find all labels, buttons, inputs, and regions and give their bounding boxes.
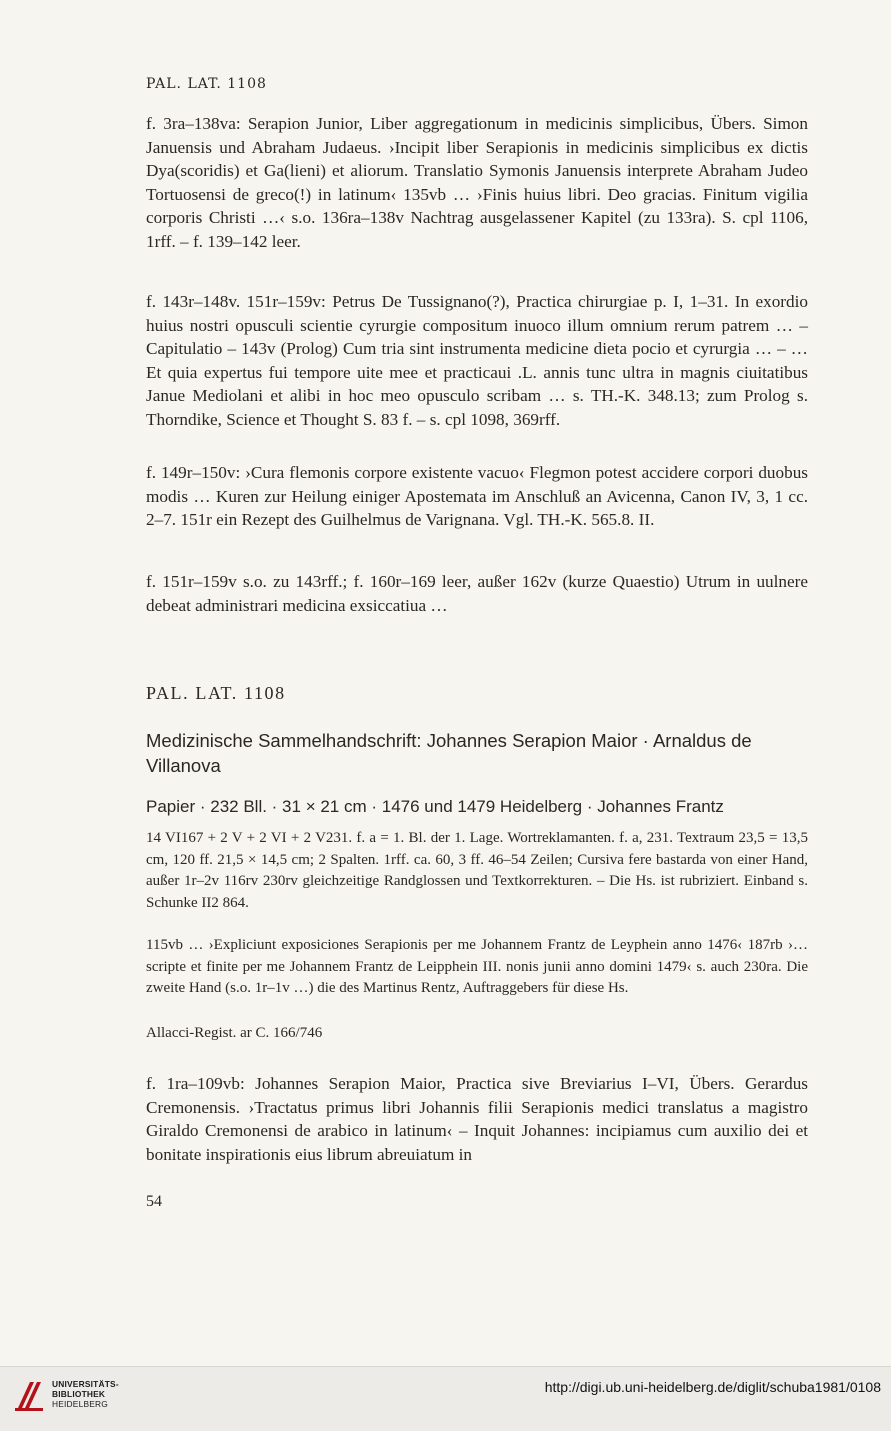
library-logo-icon [12,1377,46,1413]
entry-serapion-junior: f. 3ra–138va: Serapion Junior, Liber aggregationum in medicinis simplicibus, Übers. Simon Januensis und Abraham Judaeus. ›Incipit liber Serapionis in medicinis simplicibus ex dictis Dya(scoridis) et Ga(lieni) et aliorum. Translatio Symonis Januensis interprete Abraham Judeo Tortuosensi de greco(!) in latinum‹ 135vb … ›Finis huius libri. Deo gracias. Finitum vigilia corporis Christi …‹ s.o. 136ra–138v Nachtrag ausgelassener Kapitel (zu 133ra). S. cpl 1106, 1rff. – f. 139–142 leer. [146,114,808,251]
page-number: 54 [146,1193,162,1210]
entry-serapion-maior: f. 1ra–109vb: Johannes Serapion Maior, Practica sive Breviarius I–VI, Übers. Gerardus Cremonensis. ›Tractatus primus libri Johannis filii Serapionis medici translatus a magistro Giraldo Cremonensi de arabico in latinum‹ – Inquit Johannes: incipiamus cum auxilio dei et bonitate inspirationis eius librum abreuiatum in [146,1074,808,1164]
manuscript-title: Medizinische Sammelhandschrift: Johannes Serapion Maior · Arnaldus de Villanova [146,730,752,776]
colophons: 115vb … ›Expliciunt exposiciones Serapionis per me Johannem Frantz de Leyphein anno 1476‹ 187rb ›… scripte et finite per me Johannem Frantz de Leipphein III. nonis junii anno domini 1479‹ s. auch 230ra. Die zweite Hand (s.o. 1r–1v …) die des Martinus Rentz, Auftraggebers für diese Hs. [146,937,808,996]
entry-petrus-de-tussignano: f. 143r–148v. 151r–159v: Petrus De Tussignano(?), Practica chirurgiae p. I, 1–31. In exordio huius nostri opusculi scientie cyrurgie compositum inuoco illum omnium rerum patrem … – Capitulatio – 143v (Prolog) Cum tria sint instrumenta medicine dieta pocio et cyrurgia … – … Et quia expertus fui tempore uite mee et practicaui .L. annis tunc ultra in magnis ciuitatibus Janue Mediolani et alibi in hoc meo opusculo scribam … s. TH.-K. 348.13; zum Prolog s. Thorndike, Science et Thought S. 83 f. – s. cpl 1098, 369rff. [146,292,808,429]
entry-cura-flemonis: f. 149r–150v: ›Cura flemonis corpore existente vacuo‹ Flegmon potest accidere corpori duobus modis … Kuren zur Heilung einiger Apostemata im Anschluß an Avicenna, Canon IV, 3, 1 cc. 2–7. 151r ein Rezept des Guilhelmus de Varignana. Vgl. TH.-K. 565.8. II. [146,463,808,529]
entry-remaining-folios: f. 151r–159v s.o. zu 143rff.; f. 160r–169 leer, außer 162v (kurze Quaestio) Utrum in uulnere debeat administrari medicina exsiccatiua … [146,572,808,615]
manuscript-meta: Papier · 232 Bll. · 31 × 21 cm · 1476 und 1479 Heidelberg · Johannes Frantz [146,797,724,816]
viewer-footer [0,1366,891,1431]
manuscript-signature: PAL. LAT. 1108 [146,683,286,703]
running-head: PAL. LAT. 1108 [146,76,267,92]
library-logo[interactable] [12,1377,122,1417]
permalink[interactable]: http://digi.ub.uni-heidelberg.de/diglit/schuba1981/0108 [544,1379,881,1395]
physical-description: 14 VI167 + 2 V + 2 VI + 2 V231. f. a = 1. Bl. der 1. Lage. Wortreklamanten. f. a, 231. Textraum 23,5 = 13,5 cm, 120 ff. 21,5 × 14,5 cm; 2 Spalten. 1rff. ca. 60, 3 ff. 46–54 Zeilen; Cursiva fere bastarda von einer Hand, außer 1r–2v 116rv 230rv gleichzeitige Randglossen und Textkorrekturen. – Die Hs. ist rubriziert. Einband s. Schunke II2 864. [146,830,808,911]
library-logo-text: UNIVERSITÄTS- BIBLIOTHEK HEIDELBERG [52,1379,119,1409]
allacci-register: Allacci-Regist. ar C. 166/746 [146,1025,323,1041]
